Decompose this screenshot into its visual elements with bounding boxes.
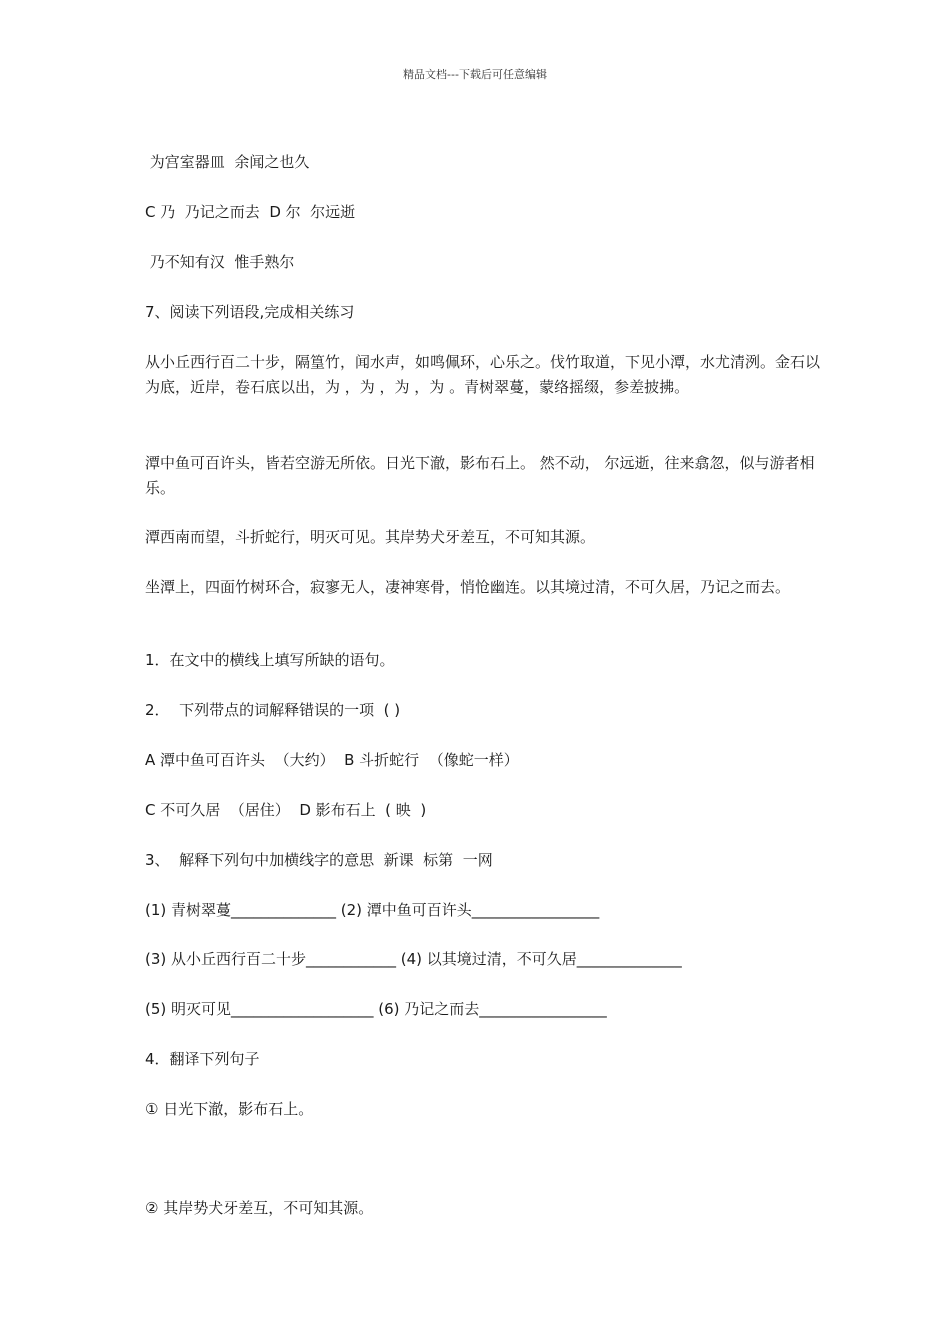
sub-question-2: 2． 下列带点的词解释错误的一项 ( ) (145, 701, 401, 719)
sub-question-2-options-cd: C 不可久居 （居住） D 影布石上 ( 映 ) (145, 801, 427, 819)
sub-question-3-items-5-6: (5) 明灭可见___________________ (6) 乃记之而去_________________ (145, 1000, 607, 1018)
question-7-title: 7、阅读下列语段,完成相关练习 (145, 303, 355, 321)
sub-question-3-items-3-4: (3) 从小丘西行百二十步____________ (4) 以其境过清，不可久居______________ (145, 950, 682, 968)
translate-sentence-2: ② 其岸势犬牙差互，不可知其源。 (145, 1199, 374, 1217)
option-line-cd-examples: 乃不知有汉 惟手熟尔 (145, 253, 295, 271)
sub-question-3: 3、 解释下列句中加横线字的意思 新课 标第 一网 (145, 851, 493, 869)
passage-paragraph-2: 潭中鱼可百许头，皆若空游无所依。日光下澈，影布石上。 然不动， 尔远逝，往来翕忽，似与游者相乐。 (145, 454, 815, 497)
translate-sentence-1: ① 日光下澈，影布石上。 (145, 1100, 314, 1118)
option-line-b-examples: 为宫室器皿 余闻之也久 (145, 153, 310, 171)
sub-question-2-options-ab: A 潭中鱼可百许头 （大约） B 斗折蛇行 （像蛇一样） (145, 751, 519, 769)
passage-paragraph-3: 潭西南而望，斗折蛇行，明灭可见。其岸势犬牙差互，不可知其源。 (145, 528, 596, 546)
sub-question-3-items-1-2: (1) 青树翠蔓______________ (2) 潭中鱼可百许头_________________ (145, 901, 600, 919)
passage-paragraph-1: 从小丘西行百二十步，隔篁竹，闻水声，如鸣佩环，心乐之。伐竹取道，下见小潭，水尤清洌。金石以为底，近岸，卷石底以出，为 ，为 ，为 ，为 。青树翠蔓，蒙络摇缀，参差披拂。 (145, 353, 821, 396)
passage-paragraph-4: 坐潭上，四面竹树环合，寂寥无人，凄神寒骨，悄怆幽连。以其境过清，不可久居，乃记之而去。 (145, 578, 791, 596)
option-line-c-d: C 乃 乃记之而去 D 尔 尔远逝 (145, 203, 356, 221)
sub-question-1: 1．在文中的横线上填写所缺的语句。 (145, 651, 395, 669)
page-header: 精品文档---下载后可任意编辑 (403, 68, 547, 81)
sub-question-4: 4．翻译下列句子 (145, 1050, 260, 1068)
